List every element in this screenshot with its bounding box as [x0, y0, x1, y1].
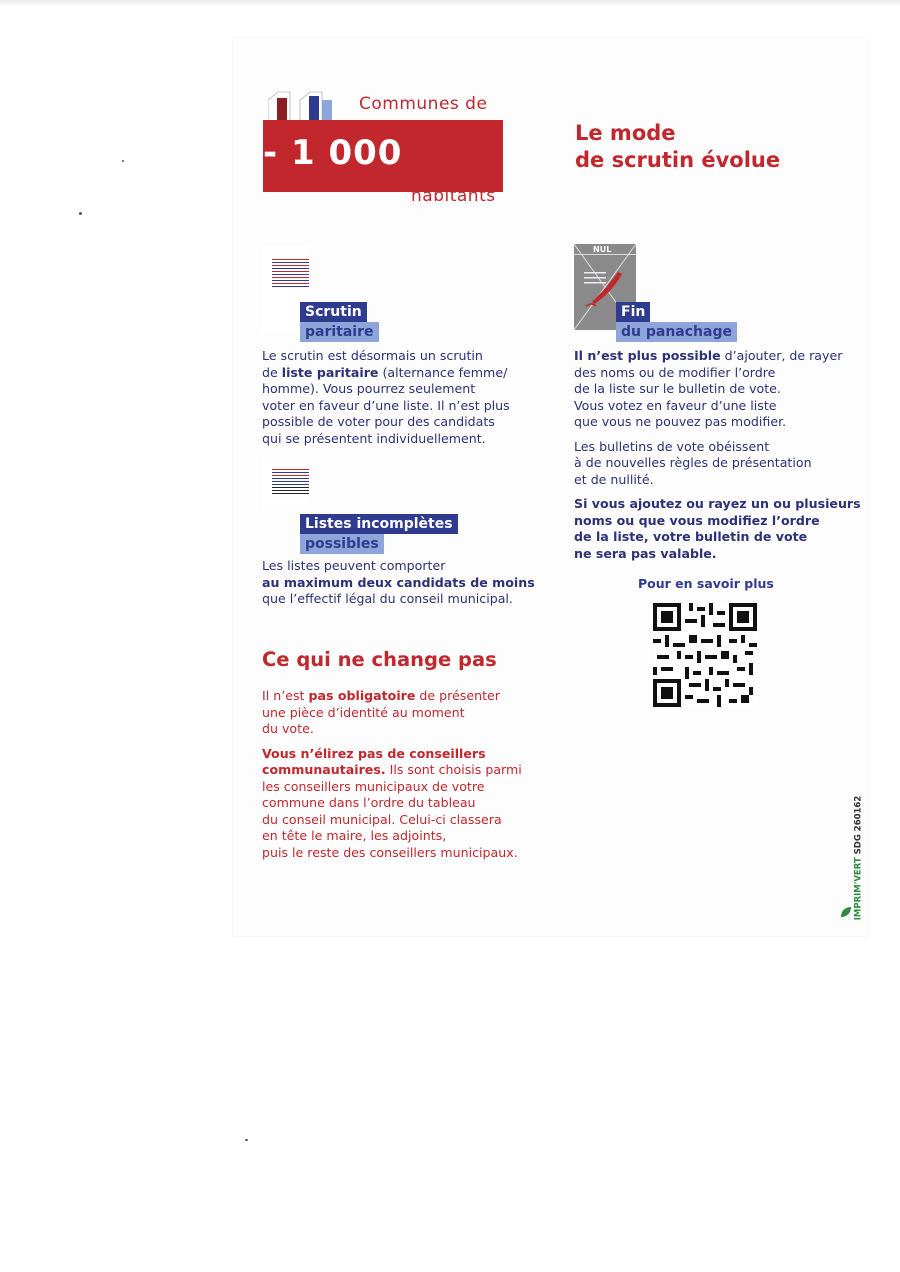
leaflet-page — [233, 38, 868, 936]
ballot-nul-text: NUL — [593, 245, 612, 254]
header-habitants: habitants — [411, 186, 496, 206]
scan-edge — [0, 0, 900, 6]
paragraph-unchanged: Il n’est pas obligatoire de présenter une pièce d’identité au moment du vote. Vous n’élirez pas de conseillers communautaires. Ils sont choisis parmi les conseillers municipaux de votre commune dans l’ordre du tableau du conseil municipal. Celui-ci classera en tête le maire, les adjoints, puis le reste des conseillers municipaux. — [262, 688, 522, 860]
paragraph-listes: Les listes peuvent comporter au maximum deux candidats de moins que l’effectif légal du conseil municipal. — [262, 558, 535, 606]
paragraph-panachage: Il n’est plus possible d’ajouter, de rayer des noms ou de modifier l’ordre de la liste sur le bulletin de vote. Vous votez en faveur d’une liste que vous ne pouvez pas modifier. Les bulletins de vote obéissent à de nouvelles règles de présentation et de nullité. Si vous ajoutez ou rayez un ou plusieurs noms ou que vous modifiez l’ordre de la liste, votre bulletin de vote ne sera pas valable. — [574, 348, 861, 561]
header-communes: Communes de — [359, 94, 488, 114]
page-title: Le mode de scrutin évolue — [575, 121, 781, 172]
more-info-title: Pour en savoir plus — [638, 576, 774, 591]
printer-mark: IMPRIM'VERT SDG 260162 — [836, 808, 858, 918]
label-fin-panachage: Fin du panachage — [616, 302, 737, 342]
label-scrutin-paritaire: Scrutin paritaire — [300, 302, 379, 342]
qr-code[interactable] — [653, 603, 757, 707]
section-title-unchanged: Ce qui ne change pas — [262, 648, 497, 671]
scan-speck — [122, 160, 124, 162]
label-listes-incompletes: Listes incomplètes possibles — [300, 514, 458, 554]
paragraph-scrutin: Le scrutin est désormais un scrutin de liste paritaire (alternance femme/ homme). Vous pourrez seulement voter en faveur d’une liste. Il n’est plus possible de voter pour des candidats qui se présentent individuellement. — [262, 348, 510, 446]
header-number: - 1 000 — [263, 133, 403, 173]
scan-speck — [245, 1139, 248, 1141]
scan-speck — [79, 212, 82, 215]
leaf-icon — [840, 906, 852, 918]
incomplete-list-icon — [262, 458, 308, 510]
